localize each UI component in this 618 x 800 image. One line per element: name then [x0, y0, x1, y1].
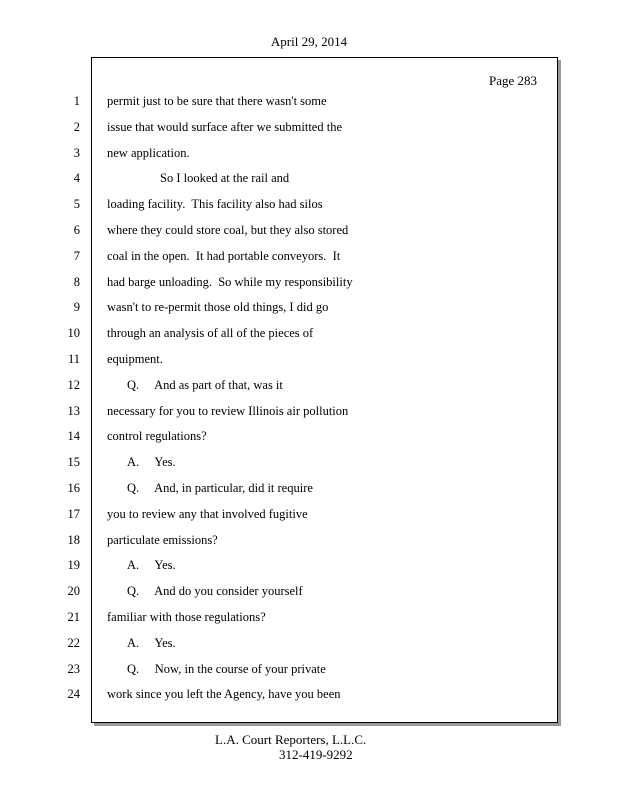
line-text: had barge unloading. So while my responsibility: [107, 275, 353, 289]
line-text: where they could store coal, but they also stored: [107, 223, 349, 237]
footer-company: L.A. Court Reporters, L.L.C.: [215, 732, 367, 747]
line-text: A. Yes.: [127, 636, 176, 650]
line-number: 10: [67, 326, 80, 340]
line-number: 11: [67, 352, 80, 366]
line-number: 6: [73, 223, 80, 237]
line-number: 8: [73, 275, 80, 289]
footer-phone: 312-419-9292: [279, 747, 353, 762]
line-number: 2: [73, 120, 80, 134]
line-number: 7: [73, 249, 80, 263]
line-number: 23: [67, 662, 80, 676]
line-text: equipment.: [107, 352, 163, 366]
line-text: Q. And as part of that, was it: [127, 378, 283, 392]
line-number: 12: [67, 378, 80, 392]
line-number: 3: [73, 146, 80, 160]
line-text: particulate emissions?: [107, 533, 218, 547]
line-number: 15: [67, 455, 80, 469]
line-text: new application.: [107, 146, 190, 160]
line-number: 9: [73, 300, 80, 314]
line-text: So I looked at the rail and: [160, 171, 290, 185]
line-text: issue that would surface after we submitted the: [107, 120, 342, 134]
header-date: April 29, 2014: [270, 34, 348, 49]
page-number: Page 283: [488, 73, 537, 88]
line-number: 5: [73, 197, 80, 211]
line-text: Q. And, in particular, did it require: [127, 481, 313, 495]
line-text: coal in the open. It had portable conveyors. It: [107, 249, 341, 263]
line-number: 24: [67, 687, 80, 701]
line-text: wasn't to re-permit those old things, I did go: [107, 300, 329, 314]
line-text: Q. Now, in the course of your private: [127, 662, 326, 676]
line-text: through an analysis of all of the pieces of: [107, 326, 314, 340]
line-number: 19: [67, 558, 80, 572]
line-text: familiar with those regulations?: [107, 610, 266, 624]
line-text: Q. And do you consider yourself: [127, 584, 303, 598]
line-number: 22: [67, 636, 80, 650]
line-text: A. Yes.: [127, 558, 176, 572]
line-number: 13: [67, 404, 80, 418]
line-number: 20: [67, 584, 80, 598]
line-number: 17: [67, 507, 80, 521]
line-text: A. Yes.: [127, 455, 176, 469]
line-text: work since you left the Agency, have you been: [107, 687, 341, 701]
line-number: 14: [67, 429, 80, 443]
line-text: necessary for you to review Illinois air pollution: [107, 404, 349, 418]
line-number: 16: [67, 481, 80, 495]
line-text: permit just to be sure that there wasn't some: [107, 94, 327, 108]
line-number: 4: [73, 171, 80, 185]
line-text: loading facility. This facility also had silos: [107, 197, 323, 211]
line-text: control regulations?: [107, 429, 207, 443]
line-text: you to review any that involved fugitive: [107, 507, 308, 521]
line-number: 21: [67, 610, 80, 624]
line-number: 1: [73, 94, 80, 108]
line-number: 18: [67, 533, 80, 547]
